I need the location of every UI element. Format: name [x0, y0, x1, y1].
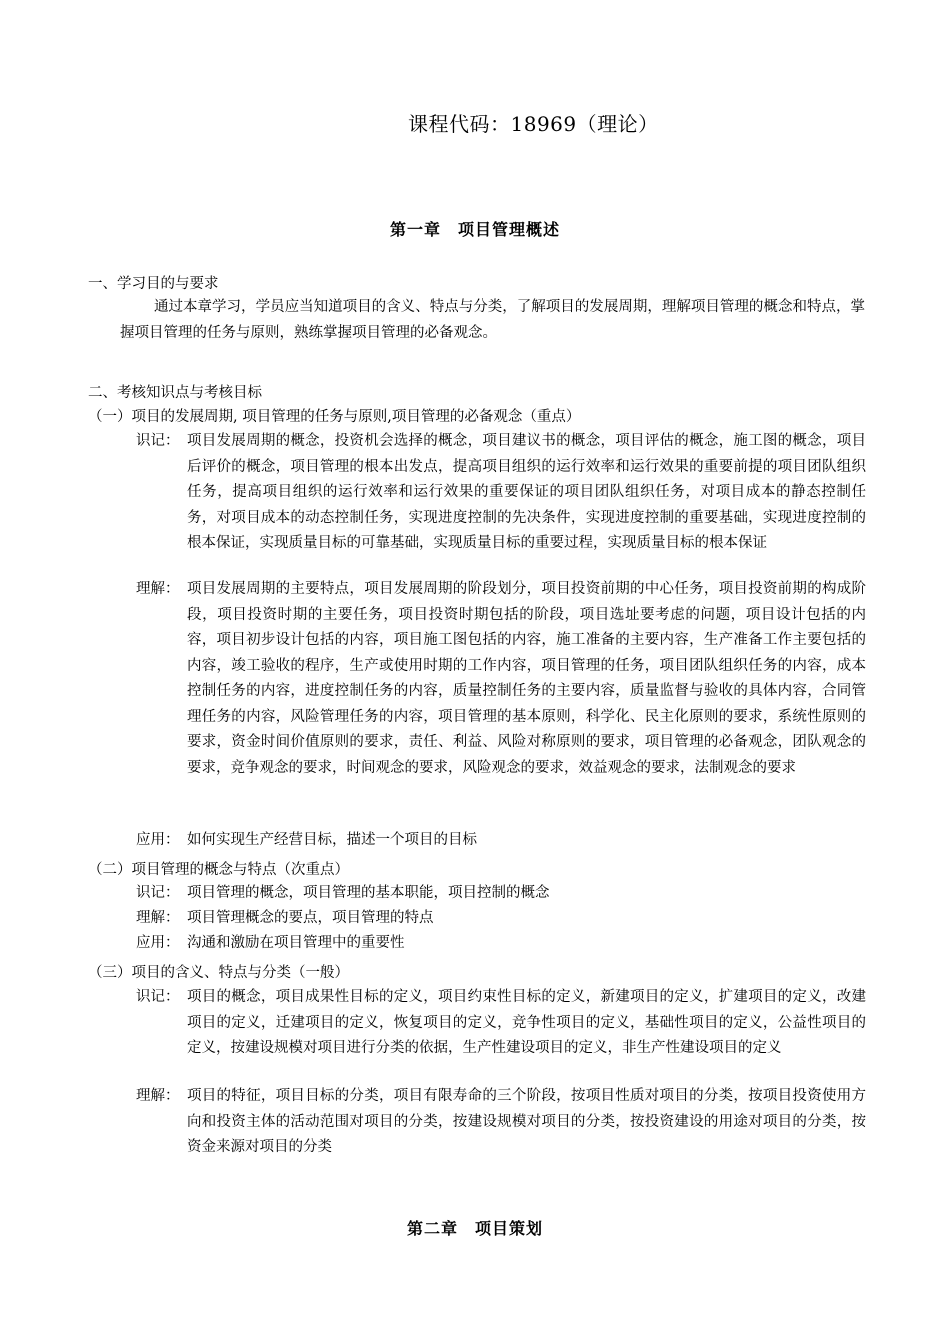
lijie-label: 理解：: [136, 910, 180, 926]
yingyong-label: 应用：: [136, 832, 180, 848]
shiji-label: 识记：: [136, 989, 180, 1005]
section-2-heading: 二、考核知识点与考核目标: [88, 385, 262, 401]
sub3-shiji-text: 项目的概念，项目成果性目标的定义，项目约束性目标的定义，新建项目的定义，扩建项目的定义，改建项目的定义，迁建项目的定义，恢复项目的定义，竞争性项目的定义，基础性项目的定义，公益性项目的定义，按建设规模对项目进行分类的依据，生产性建设项目的定义，非生产性建设项目的定义: [187, 989, 866, 1056]
chapter-2-title: 第二章 项目策划: [406, 1219, 543, 1238]
subsection-1-heading: （一）项目的发展周期, 项目管理的任务与原则,项目管理的必备观念（重点）: [88, 409, 581, 425]
sub2-lijie-item: [136, 906, 866, 932]
subsection-2-heading: （二）项目管理的概念与特点（次重点）: [88, 862, 349, 878]
course-code: 课程代码：18969（理论）: [408, 112, 659, 136]
sub2-lijie-text: 项目管理概念的要点，项目管理的特点: [187, 910, 434, 926]
sub1-lijie-item: [136, 577, 866, 781]
sub1-yingyong-text: 如何实现生产经营目标，描述一个项目的目标: [187, 832, 477, 848]
sub2-shiji-text: 项目管理的概念，项目管理的基本职能，项目控制的概念: [187, 885, 550, 901]
sub1-lijie-text: 项目发展周期的主要特点，项目发展周期的阶段划分，项目投资前期的中心任务，项目投资前期的构成阶段，项目投资时期的主要任务，项目投资时期包括的阶段，项目选址要考虑的问题，项目设计包括的内容，项目初步设计包括的内容，项目施工图包括的内容，施工准备的主要内容，生产准备工作主要包括的内容，竣工验收的程序，生产或使用时期的工作内容，项目管理的任务，项目团队组织任务的内容，成本控制任务的内容，进度控制任务的内容，质量控制任务的主要内容，质量监督与验收的具体内容，合同管理任务的内容，风险管理任务的内容，项目管理的基本原则，科学化、民主化原则的要求，系统性原则的要求，资金时间价值原则的要求，责任、利益、风险对称原则的要求，项目管理的必备观念，团队观念的要求，竞争观念的要求，时间观念的要求，风险观念的要求，效益观念的要求，法制观念的要求: [187, 581, 866, 776]
sub1-shiji-text: 项目发展周期的概念，投资机会选择的概念，项目建议书的概念，项目评估的概念，施工图的概念，项目后评价的概念，项目管理的根本出发点，提高项目组织的运行效率和运行效果的重要前提的项目团队组织任务，提高项目组织的运行效率和运行效果的重要保证的项目团队组织任务，对项目成本的静态控制任务，对项目成本的动态控制任务，实现进度控制的先决条件，实现进度控制的重要基础，实现进度控制的根本保证，实现质量目标的可靠基础，实现质量目标的重要过程，实现质量目标的根本保证: [187, 433, 866, 551]
yingyong-label: 应用：: [136, 935, 180, 951]
sub1-yingyong-item: [136, 828, 866, 854]
lijie-label: 理解：: [136, 1088, 180, 1104]
sub2-yingyong-item: [136, 931, 866, 957]
sub2-yingyong-text: 沟通和激励在项目管理中的重要性: [187, 935, 405, 951]
sub3-lijie-text: 项目的特征，项目目标的分类，项目有限寿命的三个阶段，按项目性质对项目的分类，按项目投资使用方向和投资主体的活动范围对项目的分类，按建设规模对项目的分类，按投资建设的用途对项目的分类，按资金来源对项目的分类: [187, 1088, 866, 1155]
sub2-shiji-item: [136, 881, 866, 907]
chapter-1-title: 第一章 项目管理概述: [389, 220, 560, 239]
section-1-paragraph: 通过本章学习，学员应当知道项目的含义、特点与分类，了解项目的发展周期，理解项目管理的概念和特点，掌握项目管理的任务与原则，熟练掌握项目管理的必备观念。: [120, 299, 865, 341]
sub3-lijie-item: [136, 1084, 866, 1161]
lijie-label: 理解：: [136, 581, 180, 597]
section-1-heading: 一、学习目的与要求: [88, 276, 219, 292]
sub1-shiji-item: [136, 429, 866, 557]
subsection-3-heading: （三）项目的含义、特点与分类（一般）: [88, 965, 349, 981]
shiji-label: 识记：: [136, 433, 180, 449]
shiji-label: 识记：: [136, 885, 180, 901]
sub3-shiji-item: [136, 985, 866, 1062]
